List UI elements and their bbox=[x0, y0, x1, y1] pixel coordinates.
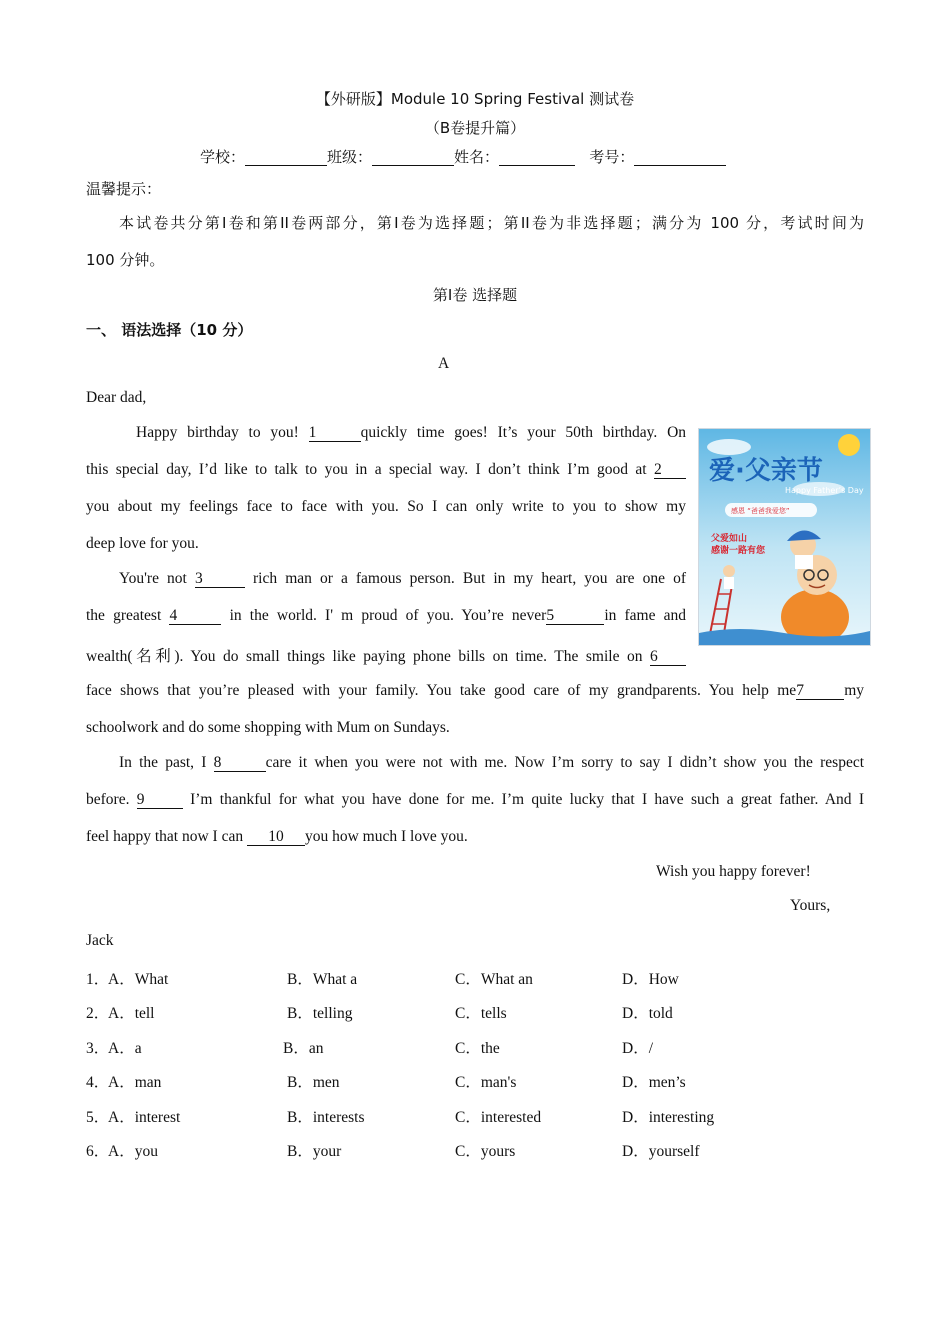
text-span: In the past, I bbox=[119, 754, 207, 771]
passage-label: A bbox=[438, 355, 450, 372]
option-c[interactable]: C．What an bbox=[455, 971, 533, 988]
text-span: care it when you were not with me. Now I’m sorry to say I didn’t show you the respect bbox=[265, 754, 865, 771]
name-label: 姓名： bbox=[454, 148, 500, 166]
option-d[interactable]: D．/ bbox=[622, 1040, 654, 1057]
passage-line bbox=[119, 754, 864, 772]
option-c[interactable]: C．tells bbox=[455, 1005, 507, 1022]
option-d[interactable]: D．How bbox=[622, 971, 679, 988]
passage-line bbox=[86, 828, 468, 846]
passage-line: you about my feelings face to face with you. So I can only write to you to show my bbox=[86, 498, 686, 515]
text-span: face shows that you’re pleased with your family. You take good care of my grandparents. You help me bbox=[86, 682, 797, 699]
option-b[interactable]: B．your bbox=[287, 1143, 342, 1160]
option-c[interactable]: C．interested bbox=[455, 1109, 542, 1126]
option-a[interactable]: A．man bbox=[108, 1074, 162, 1091]
option-a[interactable]: A．you bbox=[108, 1143, 158, 1160]
blank-6[interactable]: 6 bbox=[650, 649, 686, 666]
passage-line bbox=[136, 424, 686, 442]
text-span: I’m thankful for what you have done for me. I’m quite lucky that I have such a great father. And I bbox=[190, 791, 864, 808]
blank-8[interactable]: 8 bbox=[214, 755, 266, 772]
letter-closing: Wish you happy forever! bbox=[656, 863, 811, 880]
text-span: quickly time goes! It’s your 50th birthday. On bbox=[360, 424, 687, 441]
text-span: in fame and bbox=[604, 607, 687, 624]
notice-line2: 100 分钟。 bbox=[86, 251, 165, 269]
option-b[interactable]: B．telling bbox=[287, 1005, 353, 1022]
text-span: before. bbox=[86, 791, 130, 808]
passage-line bbox=[119, 570, 686, 588]
notice-label: 温馨提示： bbox=[86, 180, 162, 198]
blank-2[interactable]: 2 bbox=[654, 462, 686, 479]
option-c[interactable]: C．the bbox=[455, 1040, 500, 1057]
letter-greeting: Dear dad, bbox=[86, 389, 147, 406]
blank-1[interactable]: 1 bbox=[309, 425, 361, 442]
number-blank[interactable] bbox=[634, 149, 726, 166]
text-span: Happy birthday to you! bbox=[136, 424, 299, 441]
text-span: my bbox=[844, 682, 864, 699]
text-span: wealth(名利). You do small things like paying phone bills on time. The smile on bbox=[86, 648, 643, 665]
blank-9[interactable]: 9 bbox=[137, 792, 183, 809]
blank-7[interactable]: 7 bbox=[796, 683, 844, 700]
passage-line bbox=[86, 682, 864, 700]
option-a[interactable]: A．interest bbox=[108, 1109, 181, 1126]
student-info-row bbox=[200, 146, 726, 167]
blank-4[interactable]: 4 bbox=[169, 608, 221, 625]
poster-subtitle: Happy Father’s Day bbox=[785, 486, 864, 495]
class-blank[interactable] bbox=[372, 149, 454, 166]
school-label: 学校： bbox=[200, 148, 246, 166]
poster-slogan-2: 感谢一路有您 bbox=[711, 546, 766, 556]
text-span: the greatest bbox=[86, 607, 162, 624]
question-number: 2． bbox=[86, 1005, 110, 1022]
question-number: 5． bbox=[86, 1109, 110, 1126]
volume-title: 第I卷 选择题 bbox=[432, 286, 518, 304]
option-c[interactable]: C．man's bbox=[455, 1074, 517, 1091]
poster-slogan-1: 父爱如山 bbox=[711, 534, 748, 544]
option-b[interactable]: B．What a bbox=[287, 971, 358, 988]
notice-line1: 本试卷共分第I卷和第II卷两部分，第I卷为选择题；第II卷为非选择题；满分为 100 分，考试时间为 bbox=[119, 214, 864, 232]
class-label: 班级： bbox=[327, 148, 373, 166]
text-span: you how much I love you. bbox=[304, 828, 468, 845]
exam-title: 【外研版】Module 10 Spring Festival 测试卷 bbox=[315, 90, 635, 108]
letter-signature: Jack bbox=[86, 932, 114, 949]
question-number: 6． bbox=[86, 1143, 110, 1160]
option-b[interactable]: B．an bbox=[283, 1040, 324, 1057]
passage-line bbox=[86, 607, 686, 625]
number-label: 考号： bbox=[589, 148, 635, 166]
poster-illustration bbox=[699, 429, 870, 645]
blank-10[interactable]: 10 bbox=[247, 829, 305, 846]
blank-5[interactable]: 5 bbox=[546, 608, 604, 625]
option-d[interactable]: D．yourself bbox=[622, 1143, 700, 1160]
text-span: in the world. I' m proud of you. You’re never bbox=[229, 607, 547, 624]
sun-icon bbox=[838, 434, 860, 456]
question-number: 3． bbox=[86, 1040, 110, 1057]
letter-valediction: Yours, bbox=[790, 897, 831, 914]
text-span: feel happy that now I can bbox=[86, 828, 244, 845]
fathers-day-poster-image bbox=[698, 428, 871, 646]
passage-line bbox=[86, 461, 686, 479]
option-c[interactable]: C．yours bbox=[455, 1143, 516, 1160]
passage-line: deep love for you. bbox=[86, 535, 199, 552]
blank-3[interactable]: 3 bbox=[195, 571, 245, 588]
question-number: 4． bbox=[86, 1074, 110, 1091]
poster-title: 爱·父亲节 bbox=[709, 456, 823, 486]
part-title: 一、 语法选择（10 分） bbox=[86, 321, 253, 339]
option-a[interactable]: A．What bbox=[108, 971, 169, 988]
option-d[interactable]: D．interesting bbox=[622, 1109, 715, 1126]
school-blank[interactable] bbox=[245, 149, 327, 166]
question-number: 1． bbox=[86, 971, 110, 988]
option-a[interactable]: A．a bbox=[108, 1040, 142, 1057]
name-blank[interactable] bbox=[499, 149, 575, 166]
option-b[interactable]: B．interests bbox=[287, 1109, 365, 1126]
exam-subtitle: （B卷提升篇） bbox=[424, 119, 526, 137]
text-span: this special day, I’d like to talk to you in a special way. I don’t think I’m good at bbox=[86, 461, 647, 478]
option-a[interactable]: A．tell bbox=[108, 1005, 155, 1022]
text-span: rich man or a famous person. But in my heart, you are one of bbox=[253, 570, 686, 587]
passage-line: schoolwork and do some shopping with Mum on Sundays. bbox=[86, 719, 450, 736]
option-b[interactable]: B．men bbox=[287, 1074, 340, 1091]
passage-line bbox=[86, 644, 686, 666]
passage-line bbox=[86, 791, 864, 809]
option-d[interactable]: D．men’s bbox=[622, 1074, 686, 1091]
text-span: You're not bbox=[119, 570, 187, 587]
option-d[interactable]: D．told bbox=[622, 1005, 673, 1022]
poster-ribbon: 感恩 “爸爸我爱您” bbox=[731, 507, 790, 515]
